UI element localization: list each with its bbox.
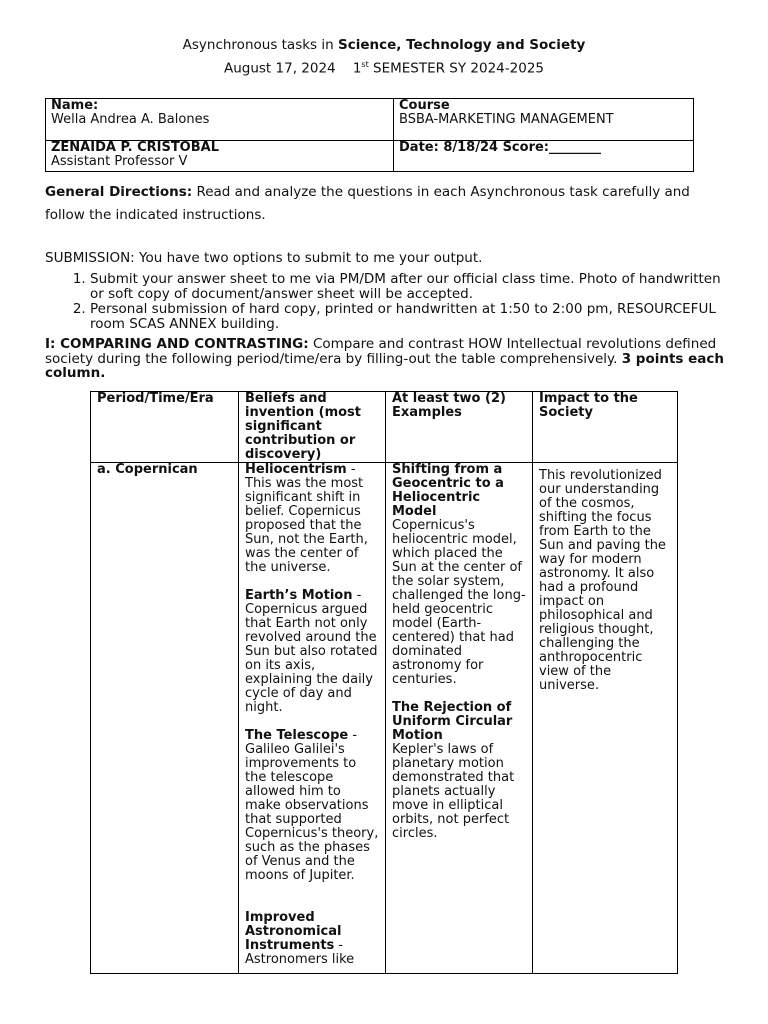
date-score-cell [394,141,694,172]
general-directions [45,181,715,227]
task-label: I: COMPARING AND CONTRASTING: [45,336,309,352]
impact-cell [533,463,678,974]
course-cell [394,99,694,141]
comparison-table [90,391,678,974]
header-period: Period/Time/Era [91,392,239,463]
directions-label: General Directions: [45,184,193,200]
directions-text: Read and analyze the questions in each Asynchronous task carefully and follow the indicated instructions. [45,184,690,223]
impact-text: This revolutionized our understanding of the cosmos, shifting the focus from Earth to the Sun and paving the way for modern astronomy. It also had a profound impact on philosophical and religious thought, challenging the anthropocentric view of the universe. [539,468,666,693]
task-instructions [45,337,725,381]
examples-cell [386,463,533,974]
example-heliocentric-model: Shifting from a Geocentric to a Heliocentric Model Copernicus's heliocentric model, which placed the Sun at the center of the solar system, challenged the long-held geocentric model (Earth-centered) that had dominated astronomy for centuries. [392,462,526,687]
semester-number: 1 [352,60,362,77]
belief-earth-motion: Earth’s Motion - Copernicus argued that Earth not only revolved around the Sun but also rotated on its axis, explaining the daily cycle of day and night. [245,588,378,715]
submission-options [45,272,730,332]
instructor-name: ZENAIDA P. CRISTOBAL [51,140,219,155]
semester-ordinal: st [361,60,369,69]
belief-telescope: The Telescope - Galileo Galilei's improvements to the telescope allowed him to make observations that supported Copernicus's theory, such as the phases of Venus and the moons of Jupiter. [245,728,379,883]
course-label: Course [399,98,450,113]
title-subject: Science, Technology and Society [337,37,586,53]
student-info-table [45,98,694,172]
submission-intro: SUBMISSION: You have two options to submit to me your output. [45,250,483,266]
name-label: Name: [51,98,99,113]
date-line [0,60,768,77]
beliefs-cell [239,463,386,974]
header-examples: At least two (2) Examples [386,392,533,463]
belief-instruments: Improved Astronomical Instruments - Astronomers like [245,910,355,967]
instructor-cell [46,141,394,172]
instructor-title: Assistant Professor V [51,154,188,169]
header-beliefs: Beliefs and invention (most significant contribution or discovery) [239,392,386,463]
belief-heliocentrism: Heliocentrism - This was the most significant shift in belief. Copernicus proposed that the Sun, not the Earth, was the center of the universe. [245,462,368,575]
task-date: August 17, 2024 [223,60,336,77]
example-rejection-circular: The Rejection of Uniform Circular Motion Kepler's laws of planetary motion demonstrated that planets actually move in elliptical orbits, not perfect circles. [392,700,515,841]
course-value: BSBA-MARKETING MANAGEMENT [399,112,614,127]
name-cell [46,99,394,141]
student-name: Wella Andrea A. Balones [51,112,210,127]
semester-text: SEMESTER SY 2024-2025 [368,60,544,77]
date-score: Date: 8/18/24 Score:________ [399,140,601,155]
period-cell: a. Copernican [91,463,239,974]
title-prefix: Asynchronous tasks in [182,37,338,53]
header-impact: Impact to the Society [533,392,678,463]
task-text: Compare and contrast HOW Intellectual revolutions defined society during the following period/time/era by filling-out the table comprehensively. [45,336,717,367]
list-item: 1. Submit your answer sheet to me via PM/DM after our official class time. Photo of handwritten or soft copy of document/answer sheet will be accepted. [90,272,730,301]
task-points: 3 points each column. [45,350,725,381]
document-title [0,37,768,53]
list-item: 2. Personal submission of hard copy, printed or handwritten at 1:50 to 2:00 pm, RESOURCEFUL room SCAS ANNEX building. [90,302,730,331]
